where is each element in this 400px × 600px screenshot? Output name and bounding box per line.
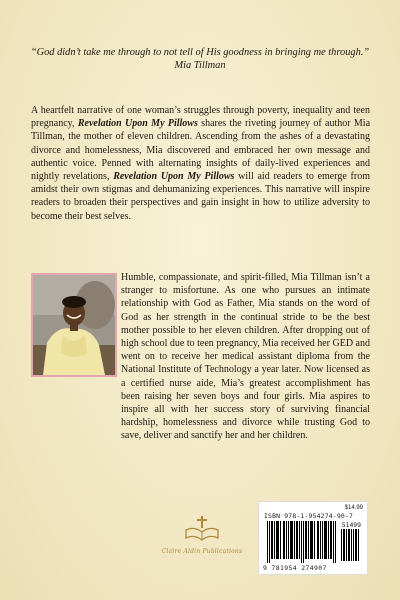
blurb-part-3: will aid readers to emerge from amidst their own stigmas and dehumanizing experiences. This narrative will inspire readers to broaden their perspectives and gain insight in how to utilize adversity to become their best selves.	[31, 171, 370, 222]
addon-number: 51499	[341, 521, 361, 529]
book-title-1: Revelation Upon My Pillows	[77, 118, 198, 130]
book-description	[31, 104, 370, 223]
barcode-bars	[263, 521, 363, 565]
book-title-2: Revelation Upon My Pillows	[113, 171, 235, 183]
author-photo	[31, 273, 117, 377]
quote-author: Mia Tillman	[174, 60, 226, 71]
pull-quote	[30, 46, 370, 72]
bio-text: Humble, compassionate, and spirit-filled, Mia Tillman isn’t a stranger to misfortune. As one who pursues an intimate relationship with God as Father, Mia stands on the word of God as her strength in the continual stride to be the best mother possible to her eleven children. After dropping out of high school due to teen pregnancy, Mia received her GED and went on to receive her medical assistant diploma from the National Institute of Technology a year later. Now licensed as a certified nurse aide, Mia’s greatest accomplishment has been raising her seven boys and four girls. Mia aspires to inspire all with her success story of surviving financial hardship, homelessness and divorce while trusting God to save, deliver and sanctify her and her children.	[121, 272, 370, 442]
author-portrait-image	[33, 275, 115, 375]
publisher-name: Claire Aldin Publications	[161, 548, 243, 555]
isbn-label: ISBN 978-1-954274-90-7	[264, 512, 354, 520]
author-bio	[121, 271, 370, 443]
ean-number: 9 781954 274907	[263, 564, 327, 572]
barcode-block	[258, 501, 368, 575]
price-label: $14.99	[344, 505, 363, 511]
blurb-part-2: shares the riveting journey of author Mia Tillman, the mother of eleven children. Ascending from the ashes of a devastating divorce and homelessness, Mia discovered and embraced her own message and authentic voice. Penned with alternating insights of daily-lived experiences and nightly revelations,	[31, 118, 371, 183]
open-book-cross-icon	[182, 516, 222, 542]
publisher-logo	[152, 516, 252, 555]
blurb-part-1: A heartfelt narrative of one woman’s struggles through poverty, inequality and teen pregnancy,	[31, 105, 370, 130]
quote-text: “God didn’t take me through to not tell of His goodness in bringing me through.”	[30, 47, 370, 58]
